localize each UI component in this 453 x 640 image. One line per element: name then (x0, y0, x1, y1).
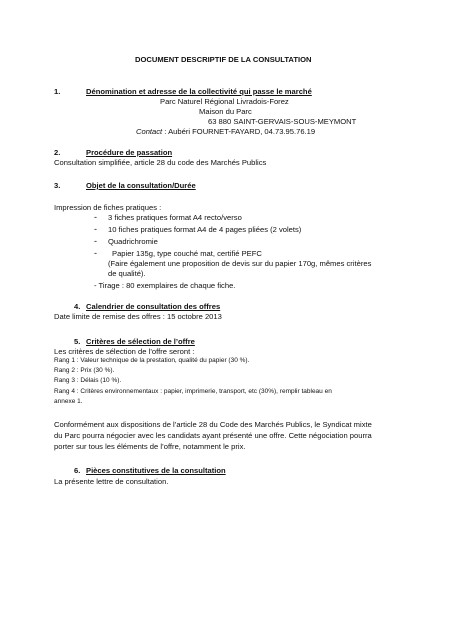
organization-house: Maison du Parc (199, 107, 252, 116)
criteria-rank-continued: annexe 1. (54, 398, 83, 405)
dash-bullet: - (94, 212, 97, 222)
criteria-intro: Les critères de sélection de l’offre seront : (54, 347, 195, 356)
section-3-number: 3. (54, 181, 61, 190)
section-4-heading: Calendrier de consultation des offres (86, 302, 221, 311)
contact-label: Contact (136, 127, 163, 136)
section-1-number: 1. (54, 87, 61, 96)
section-6-heading: Pièces constitutives de la consultation (86, 466, 226, 475)
section-3-heading: Objet de la consultation/Durée (86, 181, 196, 190)
criteria-rank: Rang 1 : Valeur technique de la prestation, qualité du papier (30 %). (54, 357, 250, 364)
dash-bullet: - (94, 248, 97, 258)
documents-text: La présente lettre de consultation. (54, 477, 169, 486)
criteria-rank: Rang 2 : Prix (30 %). (54, 367, 115, 374)
tirage-line: - Tirage : 80 exemplaires de chaque fiche. (94, 281, 236, 290)
procedure-text: Consultation simplifiée, article 28 du code des Marchés Publics (54, 158, 267, 167)
section-2-number: 2. (54, 148, 61, 157)
object-intro: Impression de fiches pratiques : (54, 203, 162, 212)
contact-line (136, 127, 315, 136)
document-title: DOCUMENT DESCRIPTIF DE LA CONSULTATION (135, 55, 312, 64)
section-6-number: 6. (74, 466, 81, 475)
deadline-text: Date limite de remise des offres : 15 octobre 2013 (54, 312, 222, 321)
section-1-heading: Dénomination et adresse de la collectivité qui passe le marché (86, 87, 312, 96)
criteria-rank: Rang 3 : Délais (10 %). (54, 377, 122, 384)
negotiation-paragraph-line: Conformément aux dispositions de l’article 28 du Code des Marchés Publics, le Syndicat mixte (54, 420, 372, 429)
dash-bullet: - (94, 224, 97, 234)
section-5-number: 5. (74, 337, 81, 346)
object-item: 10 fiches pratiques format A4 de 4 pages pliées (2 volets) (108, 225, 302, 234)
organization-name: Parc Naturel Régional Livradois-Forez (160, 97, 289, 106)
section-5-heading: Critères de sélection de l’offre (86, 337, 195, 346)
section-2-heading: Procédure de passation (86, 148, 173, 157)
section-4-number: 4. (74, 302, 81, 311)
dash-bullet: - (94, 236, 97, 246)
organization-address: 63 880 SAINT-GERVAIS-SOUS-MEYMONT (208, 117, 357, 126)
object-note-line: (Faire également une proposition de devis sur du papier 170g, mêmes critères (108, 259, 372, 268)
criteria-rank: Rang 4 : Critères environnementaux : papier, imprimerie, transport, etc (30%), remplir tableau en (54, 388, 332, 395)
object-note-line: de qualité). (108, 269, 146, 278)
object-item: 3 fiches pratiques format A4 recto/verso (108, 213, 242, 222)
contact-details: : Aubéri FOURNET-FAYARD, 04.73.95.76.19 (162, 127, 316, 136)
negotiation-paragraph-line: du Parc pourra négocier avec les candidats ayant présenté une offre. Cette négociation pourra (54, 431, 372, 440)
negotiation-paragraph-line: porter sur tous les éléments de l’offre, notamment le prix. (54, 442, 246, 451)
object-item: Quadrichromie (108, 237, 158, 246)
object-item: Papier 135g, type couché mat, certifié PEFC (112, 249, 262, 258)
